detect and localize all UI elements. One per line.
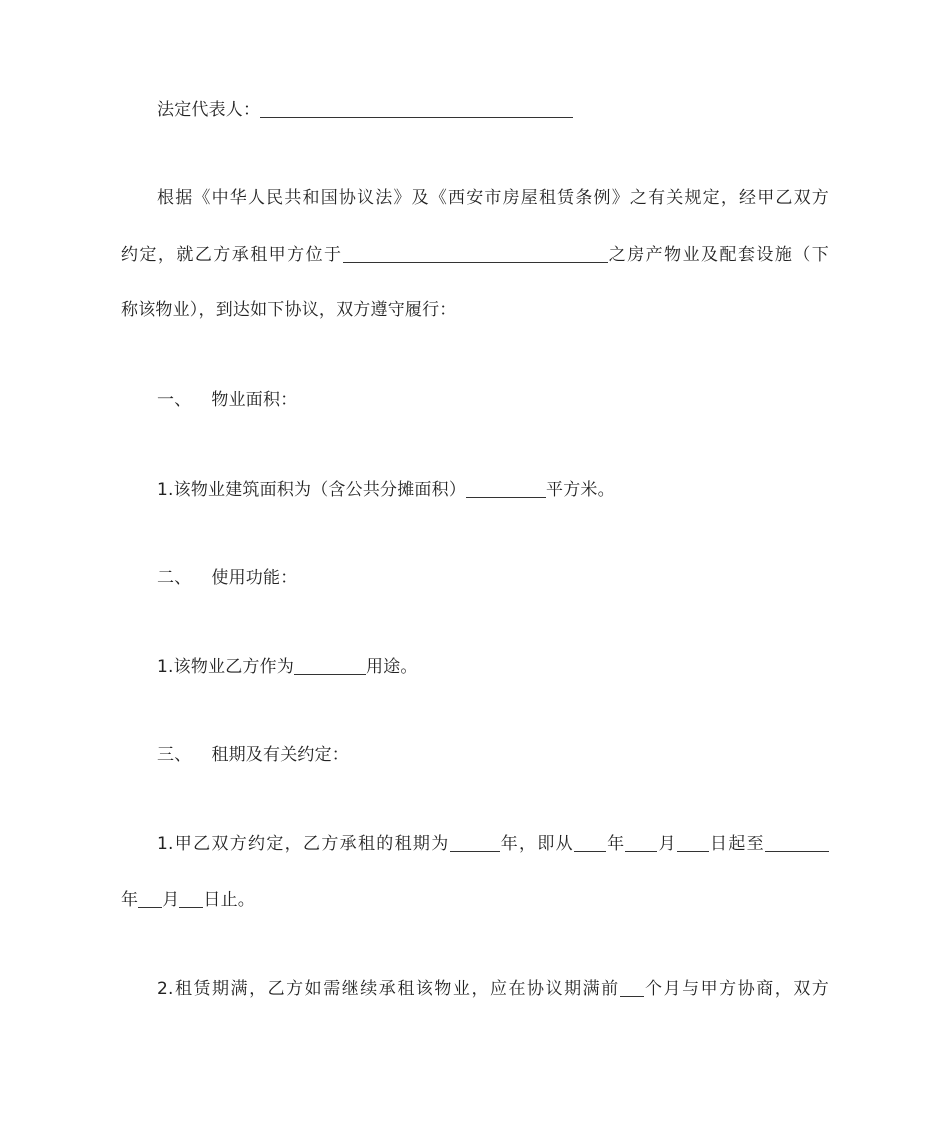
section-1-number: 一、	[157, 390, 192, 410]
start-day-blank	[677, 833, 709, 852]
intro-line-1: 根据《中华人民共和国协议法》及《西安市房屋租赁条例》之有关规定，经甲乙双方	[157, 188, 829, 208]
section-3-item-2-text-b: 个月与甲方协商，双方	[643, 979, 830, 999]
section-1-heading	[157, 388, 297, 412]
end-day-blank	[179, 889, 203, 908]
section-2-item-1-text-b: 用途。	[366, 657, 418, 677]
section-3-item-1-text-b: 年，即从	[499, 834, 574, 854]
section-3-item-2-text-a: 2.租赁期满，乙方如需继续承租该物业，应在协议期满前	[157, 979, 620, 999]
legal-rep-blank	[260, 99, 573, 118]
renewal-months-blank	[620, 978, 644, 997]
section-3-item-1-line-2	[121, 888, 255, 912]
section-1-item-1-text-b: 平方米。	[546, 480, 615, 500]
area-blank	[466, 479, 546, 498]
intro-line-2-text-a: 约定，就乙方承租甲方位于	[121, 245, 343, 265]
section-3-item-1-text-d: 月	[657, 834, 677, 854]
section-1-item-1-text-a: 1.该物业建筑面积为（含公共分摊面积）	[157, 480, 467, 500]
intro-line-2	[121, 243, 829, 267]
section-2-title: 使用功能：	[211, 568, 298, 588]
section-2-item-1	[157, 655, 418, 679]
section-3-heading	[157, 743, 349, 767]
start-year-blank	[574, 833, 606, 852]
intro-line-3: 称该物业），到达如下协议，双方遵守履行：	[121, 300, 457, 320]
section-3-item-2-line-1	[157, 977, 829, 1001]
usage-blank	[294, 656, 366, 675]
property-location-blank	[343, 244, 608, 263]
end-month-blank	[138, 889, 162, 908]
section-3-item-1-line-1	[157, 832, 829, 856]
intro-line-2-text-b: 之房产物业及配套设施（下	[607, 245, 829, 265]
legal-rep-line	[157, 98, 573, 122]
section-3-item-1-text-a: 1.甲乙双方约定，乙方承租的租期为	[157, 834, 450, 854]
section-3-item-1-text-c: 年	[606, 834, 626, 854]
term-years-blank	[450, 833, 500, 852]
section-3-number: 三、	[157, 745, 192, 765]
section-2-item-1-text-a: 1.该物业乙方作为	[157, 657, 295, 677]
section-2-heading	[157, 566, 297, 590]
start-month-blank	[625, 833, 657, 852]
section-1-item-1	[157, 478, 615, 502]
legal-rep-label: 法定代表人：	[157, 100, 261, 120]
section-3-item-1-text-h: 日止。	[203, 890, 256, 910]
section-3-item-1-text-f: 年	[121, 890, 139, 910]
section-3-item-1-text-g: 月	[162, 890, 180, 910]
section-2-number: 二、	[157, 568, 192, 588]
end-year-blank	[765, 833, 829, 852]
section-3-item-1-text-e: 日起至	[708, 834, 765, 854]
section-3-title: 租期及有关约定：	[211, 745, 350, 765]
section-1-title: 物业面积：	[211, 390, 298, 410]
